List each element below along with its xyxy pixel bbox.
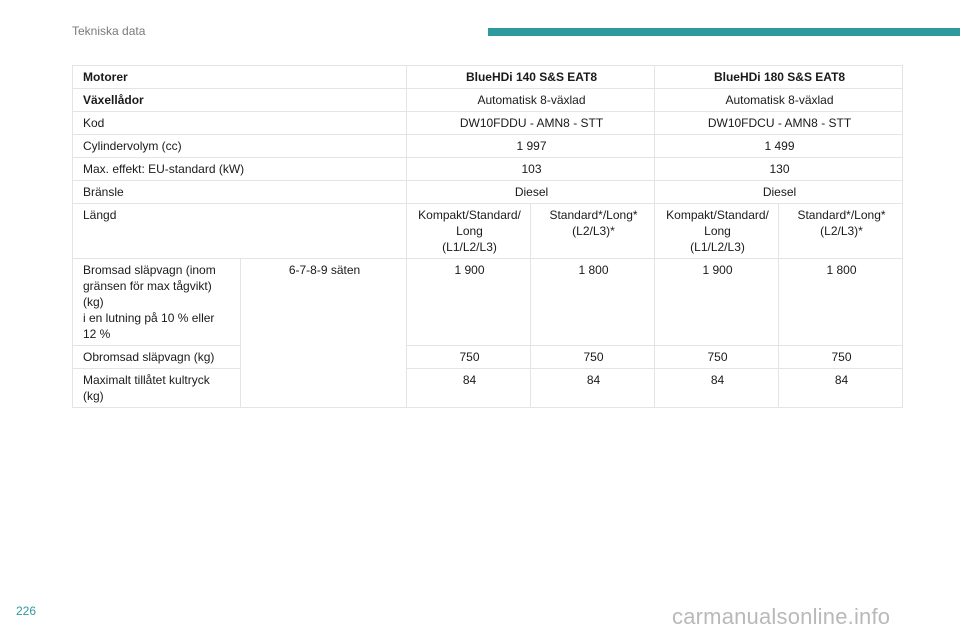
row-label-length: Längd	[73, 204, 407, 259]
braked-label-line4: i en lutning på 10 % eller	[83, 311, 215, 325]
length-b2-line2: (L2/L3)*	[820, 224, 863, 238]
fuel-b: Diesel	[655, 181, 903, 204]
length-a1-line3: (L1/L2/L3)	[442, 240, 497, 254]
braked-label-line3: (kg)	[83, 295, 104, 309]
length-b2	[779, 204, 903, 259]
engine-spec-table	[72, 65, 903, 408]
engine-header-a: BlueHDi 140 S&S EAT8	[407, 66, 655, 89]
braked-v3: 1 900	[655, 259, 779, 346]
unbraked-v2: 750	[531, 346, 655, 369]
length-a1-line2: Long	[456, 224, 483, 238]
unbraked-v3: 750	[655, 346, 779, 369]
fuel-a: Diesel	[407, 181, 655, 204]
length-a2-line1: Standard*/Long*	[549, 208, 638, 222]
table-row-code	[73, 112, 903, 135]
power-b: 130	[655, 158, 903, 181]
table-row-gearbox	[73, 89, 903, 112]
row-label-fuel: Bränsle	[73, 181, 407, 204]
braked-v1: 1 900	[407, 259, 531, 346]
unbraked-v4: 750	[779, 346, 903, 369]
row-label-code: Kod	[73, 112, 407, 135]
nose-weight-v1: 84	[407, 369, 531, 408]
row-label-unbraked-trailer: Obromsad släpvagn (kg)	[73, 346, 241, 369]
row-label-engines: Motorer	[73, 66, 407, 89]
page-number: 226	[16, 604, 37, 618]
displacement-a: 1 997	[407, 135, 655, 158]
row-label-displacement: Cylindervolym (cc)	[73, 135, 407, 158]
table-row-displacement	[73, 135, 903, 158]
row-label-nose-weight	[73, 369, 241, 408]
braked-label-line2: gränsen för max tågvikt)	[83, 279, 212, 293]
braked-v2: 1 800	[531, 259, 655, 346]
braked-label-line5: 12 %	[83, 327, 111, 341]
length-b1-line1: Kompakt/Standard/	[666, 208, 769, 222]
nose-weight-label-line2: (kg)	[83, 389, 104, 403]
header-accent-bar	[488, 28, 960, 36]
length-a1	[407, 204, 531, 259]
length-a1-line1: Kompakt/Standard/	[418, 208, 521, 222]
table-row-fuel	[73, 181, 903, 204]
engine-header-b: BlueHDi 180 S&S EAT8	[655, 66, 903, 89]
length-a2	[531, 204, 655, 259]
unbraked-v1: 750	[407, 346, 531, 369]
nose-weight-label-line1: Maximalt tillåtet kultryck	[83, 373, 210, 387]
nose-weight-v2: 84	[531, 369, 655, 408]
watermark: carmanualsonline.info	[672, 604, 891, 629]
nose-weight-v3: 84	[655, 369, 779, 408]
length-b1	[655, 204, 779, 259]
gearbox-b: Automatisk 8-växlad	[655, 89, 903, 112]
table-row-power	[73, 158, 903, 181]
length-b2-line1: Standard*/Long*	[797, 208, 886, 222]
row-label-braked-trailer	[73, 259, 241, 346]
code-a: DW10FDDU - AMN8 - STT	[407, 112, 655, 135]
braked-v4: 1 800	[779, 259, 903, 346]
code-b: DW10FDCU - AMN8 - STT	[655, 112, 903, 135]
table-row-unbraked-trailer	[73, 346, 903, 369]
gearbox-a: Automatisk 8-växlad	[407, 89, 655, 112]
length-b1-line3: (L1/L2/L3)	[690, 240, 745, 254]
displacement-b: 1 499	[655, 135, 903, 158]
row-label-gearbox: Växellådor	[73, 89, 407, 112]
nose-weight-v4: 84	[779, 369, 903, 408]
table-row-braked-trailer	[73, 259, 903, 346]
table-row-engines	[73, 66, 903, 89]
table-row-length	[73, 204, 903, 259]
seats-cell: 6-7-8-9 säten	[241, 259, 407, 408]
length-b1-line2: Long	[704, 224, 731, 238]
section-title: Tekniska data	[72, 24, 146, 38]
power-a: 103	[407, 158, 655, 181]
table-row-nose-weight	[73, 369, 903, 408]
row-label-power: Max. effekt: EU-standard (kW)	[73, 158, 407, 181]
length-a2-line2: (L2/L3)*	[572, 224, 615, 238]
braked-label-line1: Bromsad släpvagn (inom	[83, 263, 216, 277]
